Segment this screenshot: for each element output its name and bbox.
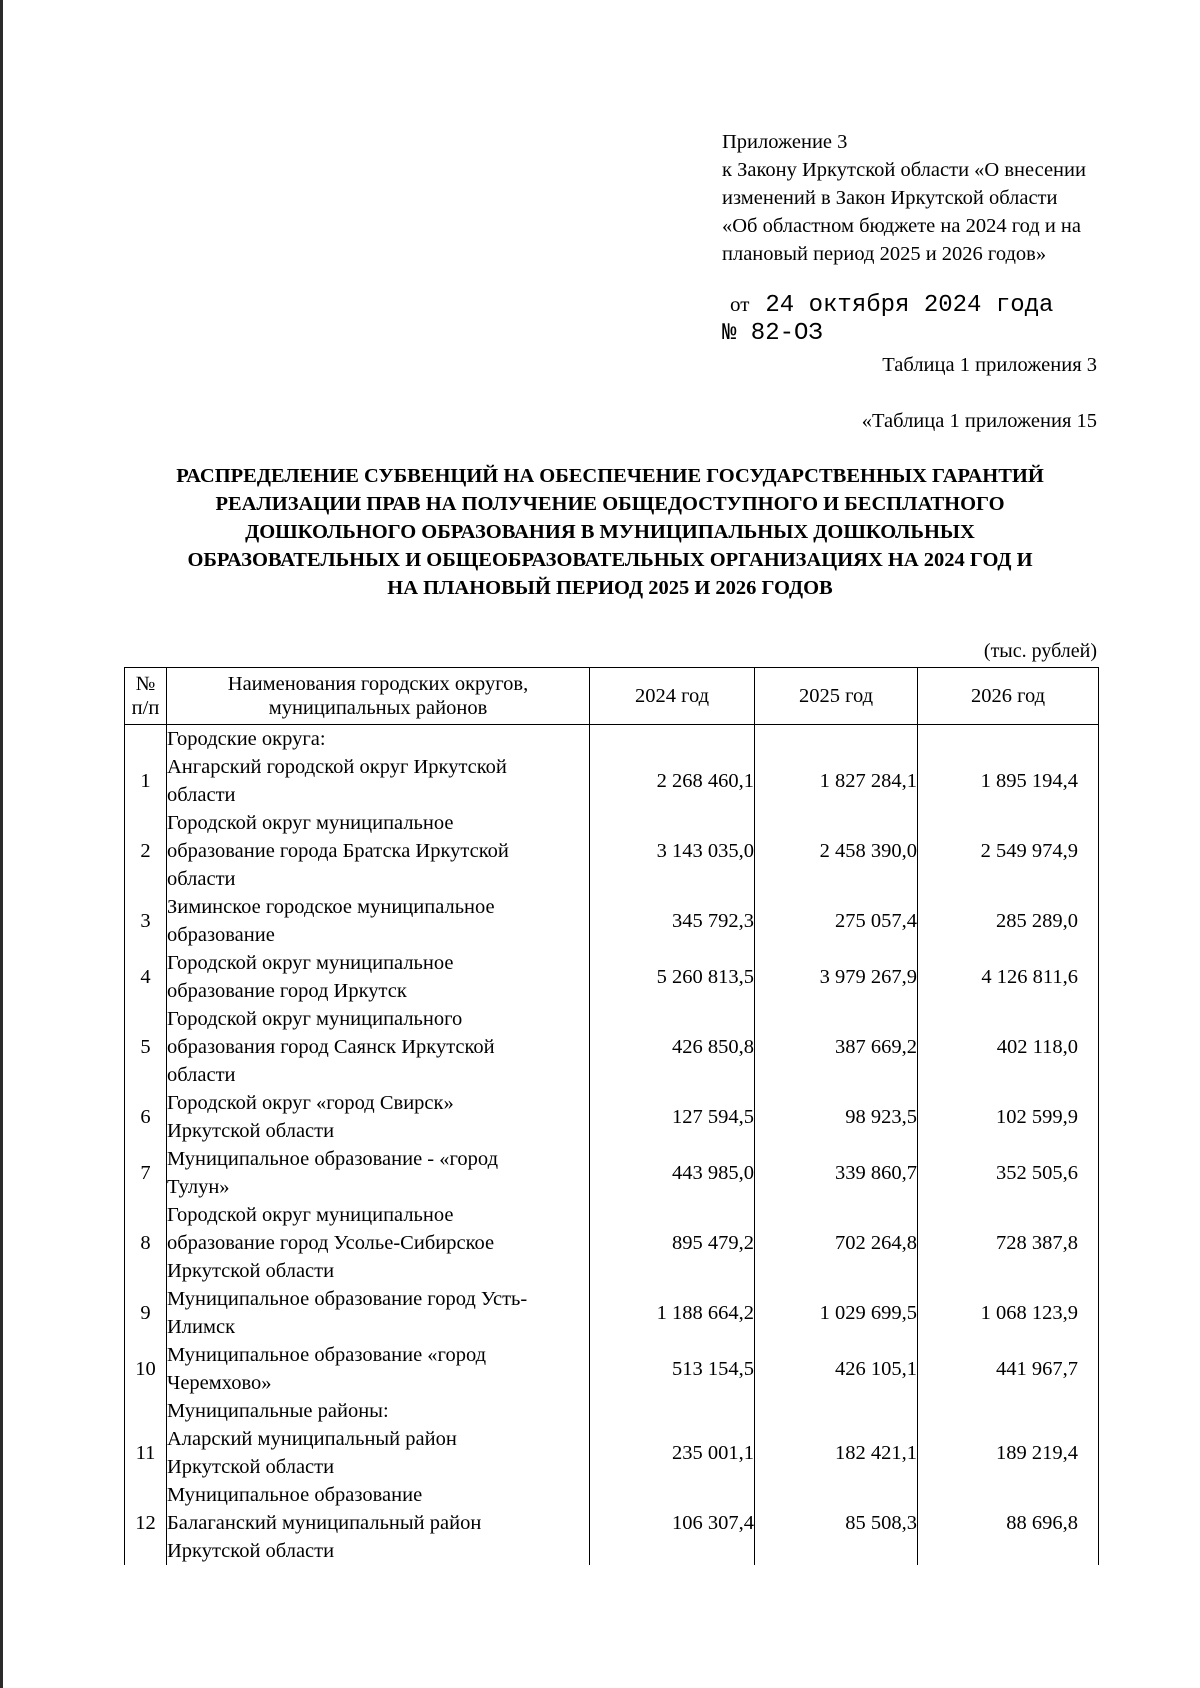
value-2026: 88 696,8 bbox=[918, 1481, 1099, 1565]
value-2024: 106 307,4 bbox=[590, 1481, 755, 1565]
row-name-line: Муниципальное образование - «город bbox=[167, 1148, 498, 1170]
row-name-line: Аларский муниципальный район bbox=[167, 1428, 457, 1450]
row-name bbox=[167, 753, 590, 809]
header-num bbox=[125, 668, 167, 725]
header-name-line: Наименования городских округов, bbox=[227, 673, 529, 695]
value-2024: 345 792,3 bbox=[590, 893, 755, 949]
row-name-line: Черемхово» bbox=[167, 1372, 272, 1394]
row-name-line: области bbox=[167, 1064, 236, 1086]
value-2026: 1 895 194,4 bbox=[918, 753, 1099, 809]
row-name-line: области bbox=[167, 784, 236, 806]
row-number: 10 bbox=[125, 1341, 167, 1397]
table-row bbox=[125, 949, 1099, 1005]
value-2026: 189 219,4 bbox=[918, 1425, 1099, 1481]
row-name bbox=[167, 1341, 590, 1397]
document-title bbox=[110, 462, 1110, 602]
table-row bbox=[125, 1341, 1099, 1397]
value-2025: 1 827 284,1 bbox=[755, 753, 918, 809]
value-2025: 182 421,1 bbox=[755, 1425, 918, 1481]
row-name bbox=[167, 949, 590, 1005]
row-name-line: Илимск bbox=[167, 1316, 236, 1338]
row-name-line: Муниципальное образование город Усть- bbox=[167, 1288, 528, 1310]
value-2025: 426 105,1 bbox=[755, 1341, 918, 1397]
row-name-line: Иркутской области bbox=[167, 1540, 335, 1562]
row-name-line: области bbox=[167, 868, 236, 890]
value-2025: 3 979 267,9 bbox=[755, 949, 918, 1005]
law-number: № 82-ОЗ bbox=[722, 320, 823, 347]
table-row bbox=[125, 1145, 1099, 1201]
row-name-line: образование bbox=[167, 924, 275, 946]
header-2026: 2026 год bbox=[918, 668, 1099, 725]
row-name bbox=[167, 1481, 590, 1565]
table-row bbox=[125, 1481, 1099, 1565]
row-name-line: Зиминское городское муниципальное bbox=[167, 896, 495, 918]
row-name-line: Ангарский городской округ Иркутской bbox=[167, 756, 507, 778]
table-row bbox=[125, 1425, 1099, 1481]
value-2026: 352 505,6 bbox=[918, 1145, 1099, 1201]
row-number: 9 bbox=[125, 1285, 167, 1341]
section-num bbox=[125, 725, 167, 754]
row-name-line: Городской округ «город Свирск» bbox=[167, 1092, 454, 1114]
value-2025: 339 860,7 bbox=[755, 1145, 918, 1201]
row-name-line: Муниципальное образование «город bbox=[167, 1344, 487, 1366]
table-row bbox=[125, 809, 1099, 893]
title-line: ОБРАЗОВАТЕЛЬНЫХ И ОБЩЕОБРАЗОВАТЕЛЬНЫХ ОРГАНИЗАЦИЯХ НА 2024 ГОД И bbox=[187, 549, 1033, 571]
value-2025: 387 669,2 bbox=[755, 1005, 918, 1089]
header-2025: 2025 год bbox=[755, 668, 918, 725]
value-2024: 127 594,5 bbox=[590, 1089, 755, 1145]
row-name-line: образование город Иркутск bbox=[167, 980, 407, 1002]
value-2024: 513 154,5 bbox=[590, 1341, 755, 1397]
value-2026: 102 599,9 bbox=[918, 1089, 1099, 1145]
value-2024: 426 850,8 bbox=[590, 1005, 755, 1089]
header-2024: 2024 год bbox=[590, 668, 755, 725]
title-line: РЕАЛИЗАЦИИ ПРАВ НА ПОЛУЧЕНИЕ ОБЩЕДОСТУПНОГО И БЕСПЛАТНОГО bbox=[215, 493, 1005, 515]
value-2024: 3 143 035,0 bbox=[590, 809, 755, 893]
value-2025: 1 029 699,5 bbox=[755, 1285, 918, 1341]
value-2026: 441 967,7 bbox=[918, 1341, 1099, 1397]
section-num bbox=[125, 1397, 167, 1425]
title-line: РАСПРЕДЕЛЕНИЕ СУБВЕНЦИЙ НА ОБЕСПЕЧЕНИЕ ГОСУДАРСТВЕННЫХ ГАРАНТИЙ bbox=[176, 465, 1044, 487]
table-row bbox=[125, 1089, 1099, 1145]
header-num-line: п/п bbox=[131, 697, 160, 719]
row-name-line: образование город Усолье-Сибирское bbox=[167, 1232, 495, 1254]
row-name-line: Муниципальное образование bbox=[167, 1484, 423, 1506]
unit-label: (тыс. рублей) bbox=[983, 640, 1097, 662]
appendix-line: плановый период 2025 и 2026 годов» bbox=[722, 243, 1047, 265]
value-2026: 1 068 123,9 bbox=[918, 1285, 1099, 1341]
row-number: 6 bbox=[125, 1089, 167, 1145]
subventions-table bbox=[124, 667, 1099, 1565]
row-name bbox=[167, 1201, 590, 1285]
value-2025: 85 508,3 bbox=[755, 1481, 918, 1565]
row-name-line: Городской округ муниципального bbox=[167, 1008, 463, 1030]
date-prefix: от bbox=[730, 292, 750, 316]
value-2026: 285 289,0 bbox=[918, 893, 1099, 949]
row-number: 1 bbox=[125, 753, 167, 809]
section-label: Городские округа: bbox=[167, 725, 590, 754]
value-2026: 402 118,0 bbox=[918, 1005, 1099, 1089]
table-row bbox=[125, 1005, 1099, 1089]
row-number: 4 bbox=[125, 949, 167, 1005]
row-name bbox=[167, 893, 590, 949]
title-line: НА ПЛАНОВЫЙ ПЕРИОД 2025 И 2026 ГОДОВ bbox=[387, 577, 833, 599]
row-name bbox=[167, 1089, 590, 1145]
row-name-line: Тулун» bbox=[167, 1176, 230, 1198]
table-row bbox=[125, 893, 1099, 949]
row-name bbox=[167, 1005, 590, 1089]
empty-cell bbox=[755, 725, 918, 754]
value-2024: 895 479,2 bbox=[590, 1201, 755, 1285]
empty-cell bbox=[918, 725, 1099, 754]
table-header-row bbox=[125, 668, 1099, 725]
row-name-line: образование города Братска Иркутской bbox=[167, 840, 509, 862]
row-number: 11 bbox=[125, 1425, 167, 1481]
section-label: Муниципальные районы: bbox=[167, 1397, 590, 1425]
value-2024: 2 268 460,1 bbox=[590, 753, 755, 809]
value-2025: 98 923,5 bbox=[755, 1089, 918, 1145]
appendix-header bbox=[722, 128, 1142, 268]
header-name bbox=[167, 668, 590, 725]
table-body bbox=[125, 725, 1099, 1566]
value-2026: 4 126 811,6 bbox=[918, 949, 1099, 1005]
header-num-line: № bbox=[135, 673, 156, 695]
row-name-line: Городской округ муниципальное bbox=[167, 812, 454, 834]
row-name bbox=[167, 1285, 590, 1341]
table-reference-quote: «Таблица 1 приложения 15 bbox=[861, 410, 1097, 432]
law-date-stamp bbox=[730, 290, 1053, 320]
table-row bbox=[125, 753, 1099, 809]
value-2025: 275 057,4 bbox=[755, 893, 918, 949]
scan-edge-line bbox=[0, 0, 3, 1688]
row-name-line: Городской округ муниципальное bbox=[167, 1204, 454, 1226]
row-name-line: Балаганский муниципальный район bbox=[167, 1512, 482, 1534]
empty-cell bbox=[918, 1397, 1099, 1425]
row-name bbox=[167, 1425, 590, 1481]
appendix-line: «Об областном бюджете на 2024 год и на bbox=[722, 215, 1082, 237]
value-2024: 5 260 813,5 bbox=[590, 949, 755, 1005]
table-reference: Таблица 1 приложения 3 bbox=[882, 354, 1097, 376]
row-number: 8 bbox=[125, 1201, 167, 1285]
table-row bbox=[125, 1201, 1099, 1285]
title-line: ДОШКОЛЬНОГО ОБРАЗОВАНИЯ В МУНИЦИПАЛЬНЫХ ДОШКОЛЬНЫХ bbox=[245, 521, 975, 543]
row-number: 12 bbox=[125, 1481, 167, 1565]
row-name bbox=[167, 1145, 590, 1201]
value-2024: 443 985,0 bbox=[590, 1145, 755, 1201]
section-row bbox=[125, 725, 1099, 754]
table-row bbox=[125, 1285, 1099, 1341]
empty-cell bbox=[590, 1397, 755, 1425]
row-number: 7 bbox=[125, 1145, 167, 1201]
row-number: 5 bbox=[125, 1005, 167, 1089]
value-2024: 1 188 664,2 bbox=[590, 1285, 755, 1341]
appendix-line: Приложение 3 bbox=[722, 131, 848, 153]
row-name-line: образования город Саянск Иркутской bbox=[167, 1036, 495, 1058]
row-name-line: Городской округ муниципальное bbox=[167, 952, 454, 974]
empty-cell bbox=[590, 725, 755, 754]
value-2026: 2 549 974,9 bbox=[918, 809, 1099, 893]
appendix-line: к Закону Иркутской области «О внесении bbox=[722, 159, 1086, 181]
header-name-line: муниципальных районов bbox=[268, 697, 488, 719]
row-name-line: Иркутской области bbox=[167, 1260, 335, 1282]
row-name-line: Иркутской области bbox=[167, 1456, 335, 1478]
row-name-line: Иркутской области bbox=[167, 1120, 335, 1142]
row-name bbox=[167, 809, 590, 893]
value-2025: 702 264,8 bbox=[755, 1201, 918, 1285]
value-2025: 2 458 390,0 bbox=[755, 809, 918, 893]
law-date: 24 октября 2024 года bbox=[765, 292, 1054, 319]
row-number: 3 bbox=[125, 893, 167, 949]
value-2026: 728 387,8 bbox=[918, 1201, 1099, 1285]
row-number: 2 bbox=[125, 809, 167, 893]
section-row bbox=[125, 1397, 1099, 1425]
appendix-line: изменений в Закон Иркутской области bbox=[722, 187, 1058, 209]
empty-cell bbox=[755, 1397, 918, 1425]
value-2024: 235 001,1 bbox=[590, 1425, 755, 1481]
